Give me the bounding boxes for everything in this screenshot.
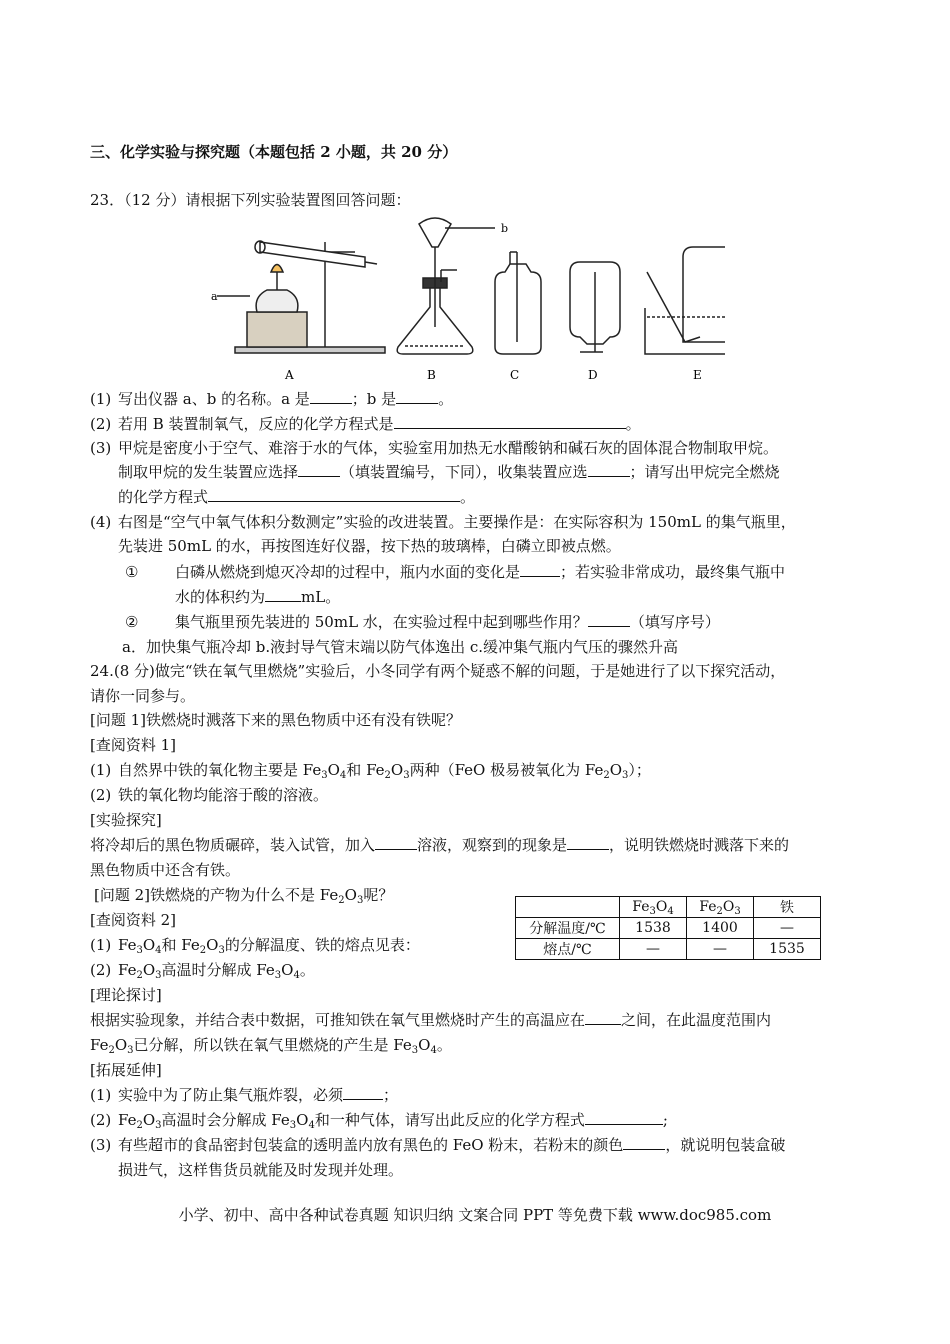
apparatus-c bbox=[495, 252, 541, 354]
apparatus-label: E bbox=[693, 368, 702, 382]
table-row bbox=[516, 939, 821, 960]
ref2-title: [查阅资料 2] bbox=[90, 911, 177, 929]
apparatus-e bbox=[645, 247, 725, 354]
temperature-table bbox=[515, 896, 821, 960]
ext-item-2: (2) $Fe_2O_3$高温时会分解成 $Fe_3O_4$和一种气体，请写出此反应的化学方程式 ; bbox=[90, 1111, 668, 1131]
explore-title: [实验探究] bbox=[90, 811, 162, 829]
table-cell: 1400 bbox=[687, 918, 754, 939]
q23-sub-1: ① 白磷从燃烧到熄灭冷却的过程中，瓶内水面的变化是 ；若实验非常成功，最终集气瓶中 bbox=[125, 563, 786, 581]
ref2-item-1: (1) $Fe_3O_4$和 $Fe_2O_3$的分解温度、铁的熔点见表： bbox=[90, 936, 420, 956]
answer-blank[interactable] bbox=[265, 587, 301, 602]
explore-line-2: 黑色物质中还含有铁。 bbox=[90, 861, 241, 879]
table-cell bbox=[516, 897, 620, 918]
problem-2: [问题 2]铁燃烧的产物为什么不是 $Fe_2O_3$呢？ bbox=[94, 886, 394, 906]
apparatus-label: D bbox=[588, 368, 598, 382]
table-cell: 分解温度/℃ bbox=[516, 918, 620, 939]
problem-1: [问题 1]铁燃烧时溅落下来的黑色物质中还有没有铁呢？ bbox=[90, 711, 462, 729]
table-header-fe3o4: $Fe_3O_4$ bbox=[620, 897, 687, 918]
answer-blank[interactable] bbox=[310, 389, 352, 404]
table-cell: 1535 bbox=[754, 939, 821, 960]
label-a: a bbox=[211, 290, 218, 303]
section-title: 三、化学实验与探究题（本题包括 2 小题，共 20 分） bbox=[90, 143, 458, 161]
explore-line-1: 将冷却后的黑色物质碾碎，装入试管，加入 溶液，观察到的现象是 ，说明铁燃烧时溅落下来的 bbox=[90, 836, 790, 854]
q23-options: a．加快集气瓶冷却 b.液封导气管末端以防气体逸出 c.缓冲集气瓶内气压的骤然升高 bbox=[122, 638, 679, 656]
q23-item-3: (3) 甲烷是密度小于空气、难溶于水的气体，实验室用加热无水醋酸钠和碱石灰的固体混合物制取甲烷。 bbox=[90, 439, 779, 457]
table-cell: 熔点/℃ bbox=[516, 939, 620, 960]
ref1-item-2: (2) 铁的氧化物均能溶于酸的溶液。 bbox=[90, 786, 329, 804]
apparatus-label: B bbox=[427, 368, 436, 382]
answer-blank[interactable] bbox=[375, 835, 417, 850]
apparatus-label: A bbox=[285, 368, 294, 382]
ref1-item-1: (1) 自然界中铁的氧化物主要是 $Fe_3O_4$和 $Fe_2O_3$两种（FeO 极易被氧化为 $Fe_2O_3$）； bbox=[90, 761, 651, 781]
footer: 小学、初中、高中各种试卷真题 知识归纳 文案合同 PPT 等免费下载 www.doc985.com bbox=[178, 1206, 772, 1224]
theory-line-1: 根据实验现象，并结合表中数据，可推知铁在氧气里燃烧时产生的高温应在 之间，在此温度范围内 bbox=[90, 1011, 772, 1029]
q23-item-4-line2: 先装进 50mL 的水，再按图连好仪器，按下热的玻璃棒，白磷立即被点燃。 bbox=[118, 537, 621, 555]
answer-blank[interactable] bbox=[208, 487, 460, 502]
q23-item-4: (4) 右图是“空气中氧气体积分数测定”实验的改进装置。主要操作是：在实际容积为 150mL 的集气瓶里， bbox=[90, 513, 796, 531]
ext-item-1: (1) 实验中为了防止集气瓶炸裂，必须 ； bbox=[90, 1086, 399, 1104]
theory-line-2: $Fe_2O_3$已分解，所以铁在氧气里燃烧的产生是 $Fe_3O_4$。 bbox=[90, 1036, 452, 1056]
answer-blank[interactable] bbox=[520, 562, 560, 577]
q23-item-2: (2) 若用 B 装置制氧气，反应的化学方程式是 。 bbox=[90, 415, 641, 433]
q24-header: 24.(8 分)做完“铁在氧气里燃烧”实验后，小冬同学有两个疑惑不解的问题，于是她进行了以下探究活动， bbox=[90, 662, 786, 680]
q23-sub-2: ② 集气瓶里预先装进的 50mL 水，在实验过程中起到哪些作用？ （填写序号） bbox=[125, 613, 720, 631]
q23-header: 23．（12 分）请根据下列实验装置图回答问题： bbox=[90, 191, 411, 209]
answer-blank[interactable] bbox=[567, 835, 609, 850]
label-b: b bbox=[501, 222, 509, 235]
ext-item-3-line2: 损进气，这样售货员就能及时发现并处理。 bbox=[118, 1161, 404, 1179]
q23-sub-1-line2: 水的体积约为 mL。 bbox=[175, 588, 341, 606]
table-row bbox=[516, 918, 821, 939]
apparatus-d bbox=[570, 262, 620, 352]
table-header-row bbox=[516, 897, 821, 918]
table-cell: — bbox=[754, 918, 821, 939]
table-cell: 1538 bbox=[620, 918, 687, 939]
answer-blank[interactable] bbox=[585, 1010, 621, 1025]
q23-item-3-line2: 制取甲烷的发生装置应选择 （填装置编号，下同），收集装置应选 ；请写出甲烷完全燃烧 bbox=[118, 463, 780, 481]
table-cell: — bbox=[620, 939, 687, 960]
q23-item-3-line3: 的化学方程式 。 bbox=[118, 488, 476, 506]
answer-blank[interactable] bbox=[298, 462, 340, 477]
ext-item-3: (3) 有些超市的食品密封包装盒的透明盖内放有黑色的 FeO 粉末，若粉末的颜色 ，就说明包装盒破 bbox=[90, 1136, 786, 1154]
table-cell: — bbox=[687, 939, 754, 960]
apparatus-a bbox=[217, 241, 385, 353]
answer-blank[interactable] bbox=[585, 1110, 663, 1125]
answer-blank[interactable] bbox=[343, 1085, 383, 1100]
apparatus-b bbox=[397, 218, 495, 354]
ref2-item-2: (2) $Fe_2O_3$高温时分解成 $Fe_3O_4$。 bbox=[90, 961, 315, 981]
extension-title: [拓展延伸] bbox=[90, 1061, 162, 1079]
table-header-fe2o3: $Fe_2O_3$ bbox=[687, 897, 754, 918]
answer-blank[interactable] bbox=[394, 414, 626, 429]
answer-blank[interactable] bbox=[588, 462, 630, 477]
answer-blank[interactable] bbox=[588, 612, 630, 627]
q23-item-1: (1) 写出仪器 a、b 的名称。a 是 ；b 是 。 bbox=[90, 390, 454, 408]
table-header-cell: 铁 bbox=[754, 897, 821, 918]
q24-header-2: 请你一同参与。 bbox=[90, 687, 196, 705]
answer-blank[interactable] bbox=[623, 1135, 665, 1150]
ref1-title: [查阅资料 1] bbox=[90, 736, 177, 754]
theory-title: [理论探讨] bbox=[90, 986, 162, 1004]
answer-blank[interactable] bbox=[396, 389, 438, 404]
apparatus-label: C bbox=[510, 368, 520, 382]
apparatus-figure bbox=[205, 212, 725, 387]
